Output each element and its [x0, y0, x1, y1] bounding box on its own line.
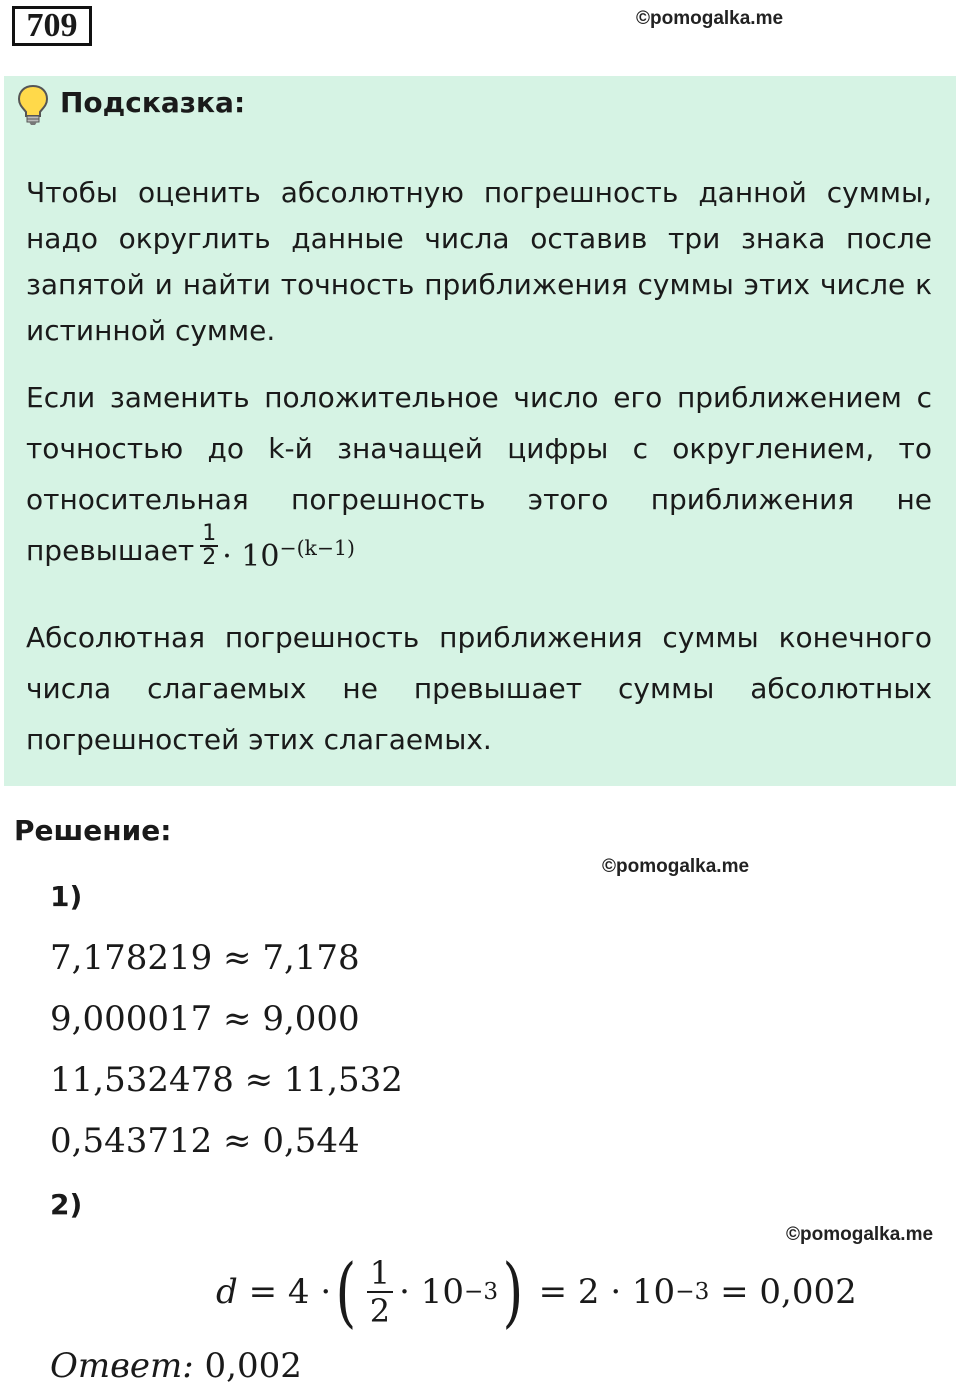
hint-paragraph-2-text: Если заменить положительное число его приближением с точностью до k-й значащей цифры с округлением, то относительная погрешность этого приближения не превышает	[26, 381, 932, 567]
power-expression: · $10^{-(k-1)}$	[222, 535, 355, 574]
step-1-label: 1)	[50, 880, 83, 913]
hint-title: Подсказка:	[60, 86, 246, 119]
solution-title: Решение:	[14, 814, 172, 847]
error-formula: d = 4 · ( $\frac{1}{2}$ · 10 −3 ) = 2 · 10 −3 = 0,002	[216, 1247, 857, 1336]
rounding-line-4: 0,543712 ≈ 0,544	[50, 1121, 360, 1161]
hint-paragraph-1: Чтобы оценить абсолютную погрешность данной суммы, надо округлить данные числа оставив три знака после запятой и найти точность приближения суммы этих числе к истинной сумме.	[26, 176, 932, 347]
formula-fraction: $\frac{1}{2}$	[367, 1255, 393, 1329]
step-2-label: 2)	[50, 1188, 83, 1221]
problem-number: 709	[12, 6, 92, 46]
watermark-top: ©pomogalka.me	[636, 8, 784, 29]
rounding-line-3: 11,532478 ≈ 11,532	[50, 1060, 403, 1100]
watermark-bottom: ©pomogalka.me	[786, 1224, 934, 1245]
fraction-one-half: $\frac{1}{2}$	[202, 521, 217, 570]
watermark-middle: ©pomogalka.me	[602, 856, 750, 877]
hint-paragraph-2	[26, 372, 932, 576]
hint-paragraph-3: Абсолютная погрешность приближения суммы конечного числа слагаемых не превышает суммы абсолютных погрешностей этих слагаемых.	[26, 621, 932, 756]
answer: Ответ: 0,002	[50, 1346, 302, 1386]
lightbulb-icon	[16, 84, 50, 126]
rounding-line-1: 7,178219 ≈ 7,178	[50, 938, 360, 978]
rounding-line-2: 9,000017 ≈ 9,000	[50, 999, 360, 1039]
